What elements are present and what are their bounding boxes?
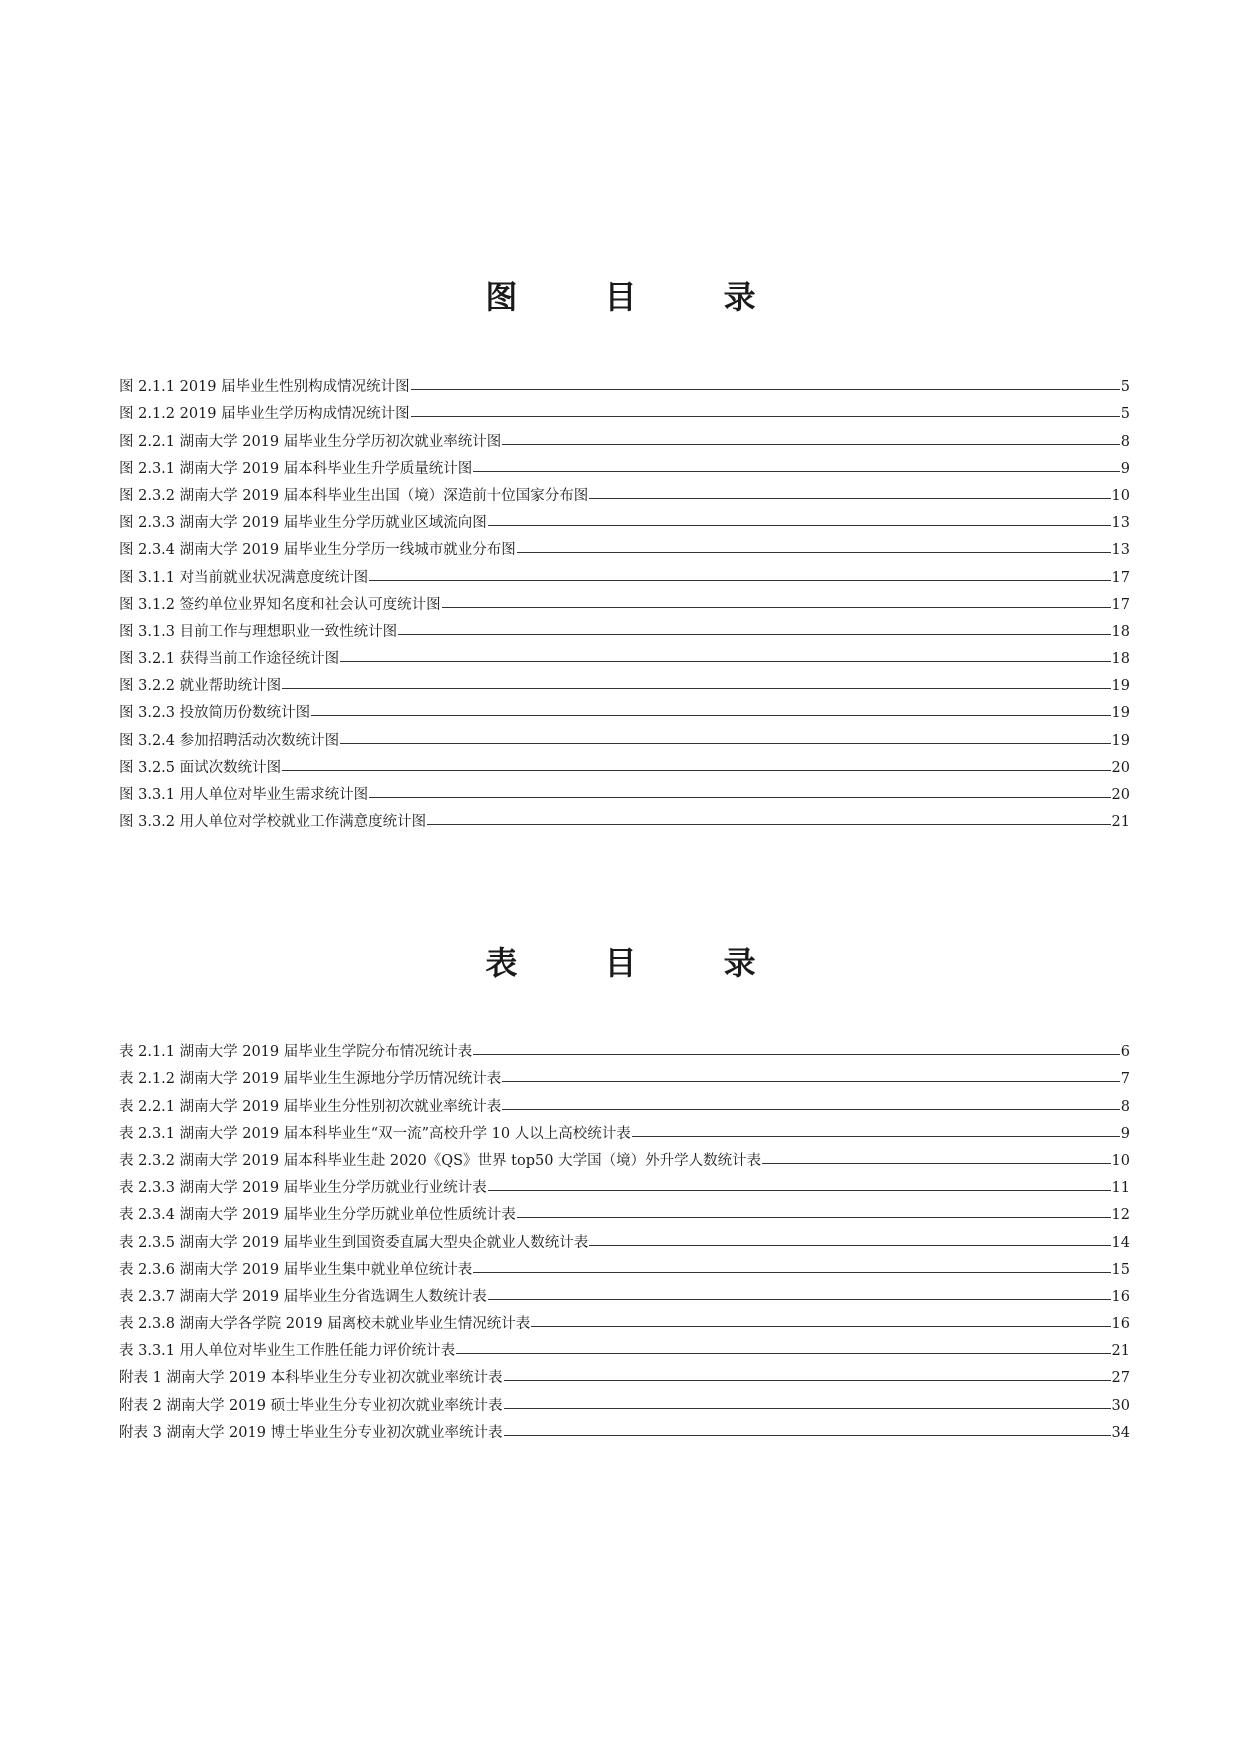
figure-entry[interactable] — [119, 532, 1130, 559]
leader-line — [427, 824, 1110, 825]
leader-line — [502, 1109, 1120, 1110]
figure-entry[interactable] — [119, 722, 1130, 749]
figure-entry[interactable] — [119, 478, 1130, 505]
figure-entry-page-number: 13 — [1111, 515, 1130, 532]
table-entry[interactable] — [119, 1224, 1130, 1251]
table-list — [119, 1034, 1130, 1442]
figure-entry[interactable] — [119, 396, 1130, 423]
table-entry-page-number: 9 — [1120, 1125, 1130, 1142]
table-entry[interactable] — [119, 1061, 1130, 1088]
figure-entry-label: 图 2.3.4 湖南大学 2019 届毕业生分学历一线城市就业分布图 — [119, 542, 516, 559]
figure-entry[interactable] — [119, 695, 1130, 722]
figure-entry-page-number: 13 — [1111, 542, 1130, 559]
figure-entry[interactable] — [119, 369, 1130, 396]
table-entry[interactable] — [119, 1197, 1130, 1224]
leader-line — [488, 525, 1111, 526]
figure-entry-page-number: 8 — [1120, 433, 1130, 450]
figure-entry-page-number: 5 — [1120, 379, 1130, 396]
table-entry[interactable] — [119, 1116, 1130, 1143]
table-entry[interactable] — [119, 1088, 1130, 1115]
table-entry-label: 表 2.3.2 湖南大学 2019 届本科毕业生赴 2020《QS》世界 top50 大学国（境）外升学人数统计表 — [119, 1152, 762, 1169]
leader-line — [340, 661, 1110, 662]
table-entry-page-number: 7 — [1120, 1071, 1130, 1088]
leader-line — [488, 1190, 1111, 1191]
leader-line — [488, 1299, 1111, 1300]
leader-line — [531, 1326, 1110, 1327]
figure-entry-page-number: 20 — [1111, 787, 1130, 803]
table-entry-label: 表 2.3.1 湖南大学 2019 届本科毕业生“双一流”高校升学 10 人以上高校统计表 — [119, 1125, 631, 1142]
figure-entry-label: 图 2.1.1 2019 届毕业生性别构成情况统计图 — [119, 379, 410, 396]
figure-entry-page-number: 10 — [1111, 487, 1130, 504]
table-entry-page-number: 11 — [1111, 1180, 1130, 1197]
table-entry-label: 表 2.3.8 湖南大学各学院 2019 届离校未就业毕业生情况统计表 — [119, 1316, 531, 1333]
figure-entry[interactable] — [119, 804, 1130, 831]
table-entry-label: 表 2.3.5 湖南大学 2019 届毕业生到国资委直属大型央企就业人数统计表 — [119, 1234, 589, 1251]
figure-entry-page-number: 19 — [1111, 678, 1130, 695]
figure-entry-label: 图 2.3.2 湖南大学 2019 届本科毕业生出国（境）深造前十位国家分布图 — [119, 487, 589, 504]
figure-list — [119, 369, 1130, 831]
table-entry-page-number: 10 — [1111, 1152, 1130, 1169]
leader-line — [504, 1435, 1111, 1436]
figure-entry-page-number: 18 — [1111, 623, 1130, 640]
table-entry-page-number: 6 — [1120, 1044, 1130, 1061]
figure-list-title: 图 目 录 — [485, 278, 794, 317]
leader-line — [504, 1408, 1111, 1409]
figure-entry-label: 图 3.1.2 签约单位业界知名度和社会认可度统计图 — [119, 596, 441, 613]
figure-entry-page-number: 19 — [1111, 732, 1130, 749]
figure-entry[interactable] — [119, 641, 1130, 668]
leader-line — [632, 1136, 1120, 1137]
figure-entry-page-number: 9 — [1120, 460, 1130, 477]
leader-line — [411, 416, 1120, 417]
leader-line — [589, 498, 1110, 499]
leader-line — [504, 1380, 1111, 1381]
table-entry[interactable] — [119, 1143, 1130, 1170]
figure-entry[interactable] — [119, 451, 1130, 478]
figure-entry-label: 图 3.3.2 用人单位对学校就业工作满意度统计图 — [119, 814, 427, 831]
figure-entry-label: 图 2.3.3 湖南大学 2019 届毕业生分学历就业区域流向图 — [119, 515, 487, 532]
figure-entry-page-number: 20 — [1111, 759, 1130, 776]
table-entry-label: 表 2.3.6 湖南大学 2019 届毕业生集中就业单位统计表 — [119, 1261, 473, 1278]
leader-line — [311, 715, 1110, 716]
leader-line — [282, 770, 1110, 771]
table-entry-label: 表 3.3.1 用人单位对毕业生工作胜任能力评价统计表 — [119, 1343, 456, 1360]
table-entry-page-number: 8 — [1120, 1098, 1130, 1115]
table-entry-page-number: 30 — [1111, 1397, 1130, 1414]
table-entry-page-number: 34 — [1111, 1424, 1130, 1441]
figure-entry-page-number: 18 — [1111, 651, 1130, 668]
table-entry[interactable] — [119, 1360, 1130, 1387]
leader-line — [340, 743, 1110, 744]
leader-line — [473, 1054, 1120, 1055]
figure-entry-label: 图 3.1.1 对当前就业状况满意度统计图 — [119, 569, 369, 586]
leader-line — [369, 797, 1110, 798]
table-entry-page-number: 15 — [1111, 1261, 1130, 1278]
figure-entry-page-number: 17 — [1111, 596, 1130, 613]
figure-entry-label: 图 3.2.2 就业帮助统计图 — [119, 678, 282, 695]
figure-entry-page-number: 17 — [1111, 569, 1130, 586]
table-entry-label: 表 2.2.1 湖南大学 2019 届毕业生分性别初次就业率统计表 — [119, 1098, 502, 1115]
table-entry[interactable] — [119, 1333, 1130, 1360]
figure-entry[interactable] — [119, 423, 1130, 450]
figure-entry-label: 图 3.2.4 参加招聘活动次数统计图 — [119, 732, 340, 749]
table-entry[interactable] — [119, 1170, 1130, 1197]
table-entry-page-number: 16 — [1111, 1288, 1130, 1305]
leader-line — [517, 552, 1111, 553]
figure-entry[interactable] — [119, 750, 1130, 777]
figure-entry[interactable] — [119, 614, 1130, 641]
figure-entry-label: 图 2.1.2 2019 届毕业生学历构成情况统计图 — [119, 406, 410, 423]
leader-line — [473, 1272, 1110, 1273]
leader-line — [398, 634, 1110, 635]
table-entry-label: 表 2.1.1 湖南大学 2019 届毕业生学院分布情况统计表 — [119, 1044, 473, 1061]
leader-line — [369, 580, 1110, 581]
figure-entry-label: 图 3.3.1 用人单位对毕业生需求统计图 — [119, 787, 369, 803]
table-entry-page-number: 14 — [1111, 1234, 1130, 1251]
table-entry-page-number: 27 — [1111, 1370, 1130, 1387]
figure-entry-page-number: 21 — [1111, 814, 1130, 831]
figure-entry[interactable] — [119, 777, 1130, 804]
table-entry-page-number: 12 — [1111, 1207, 1130, 1224]
figure-entry-label: 图 2.2.1 湖南大学 2019 届毕业生分学历初次就业率统计图 — [119, 433, 502, 450]
figure-entry-label: 图 2.3.1 湖南大学 2019 届本科毕业生升学质量统计图 — [119, 460, 473, 477]
figure-entry-label: 图 3.2.3 投放简历份数统计图 — [119, 705, 311, 722]
leader-line — [442, 607, 1111, 608]
figure-entry[interactable] — [119, 587, 1130, 614]
leader-line — [589, 1245, 1110, 1246]
table-entry[interactable] — [119, 1279, 1130, 1306]
table-entry[interactable] — [119, 1415, 1130, 1442]
table-entry-label: 表 2.3.4 湖南大学 2019 届毕业生分学历就业单位性质统计表 — [119, 1207, 516, 1224]
table-entry-page-number: 16 — [1111, 1316, 1130, 1333]
table-entry[interactable] — [119, 1034, 1130, 1061]
figure-entry-page-number: 19 — [1111, 705, 1130, 722]
leader-line — [456, 1353, 1110, 1354]
table-entry-page-number: 21 — [1111, 1343, 1130, 1360]
table-entry-label: 表 2.1.2 湖南大学 2019 届毕业生生源地分学历情况统计表 — [119, 1071, 502, 1088]
figure-entry-label: 图 3.2.1 获得当前工作途径统计图 — [119, 651, 340, 668]
figure-entry-label: 图 3.2.5 面试次数统计图 — [119, 759, 282, 776]
figure-entry-label: 图 3.1.3 目前工作与理想职业一致性统计图 — [119, 623, 398, 640]
table-entry[interactable] — [119, 1306, 1130, 1333]
leader-line — [411, 389, 1120, 390]
leader-line — [517, 1217, 1111, 1218]
table-entry[interactable] — [119, 1387, 1130, 1414]
table-list-title: 表 目 录 — [485, 944, 794, 983]
table-entry[interactable] — [119, 1252, 1130, 1279]
figure-entry-page-number: 5 — [1120, 406, 1130, 423]
leader-line — [762, 1163, 1110, 1164]
table-entry-label: 表 2.3.3 湖南大学 2019 届毕业生分学历就业行业统计表 — [119, 1180, 487, 1197]
leader-line — [282, 688, 1110, 689]
table-entry-label: 附表 1 湖南大学 2019 本科毕业生分专业初次就业率统计表 — [119, 1370, 503, 1387]
leader-line — [473, 471, 1120, 472]
figure-entry[interactable] — [119, 559, 1130, 586]
table-entry-label: 附表 3 湖南大学 2019 博士毕业生分专业初次就业率统计表 — [119, 1424, 503, 1441]
figure-entry[interactable] — [119, 668, 1130, 695]
leader-line — [502, 1081, 1120, 1082]
table-entry-label: 表 2.3.7 湖南大学 2019 届毕业生分省选调生人数统计表 — [119, 1288, 487, 1305]
leader-line — [502, 444, 1120, 445]
table-entry-label: 附表 2 湖南大学 2019 硕士毕业生分专业初次就业率统计表 — [119, 1397, 503, 1414]
figure-entry[interactable] — [119, 505, 1130, 532]
